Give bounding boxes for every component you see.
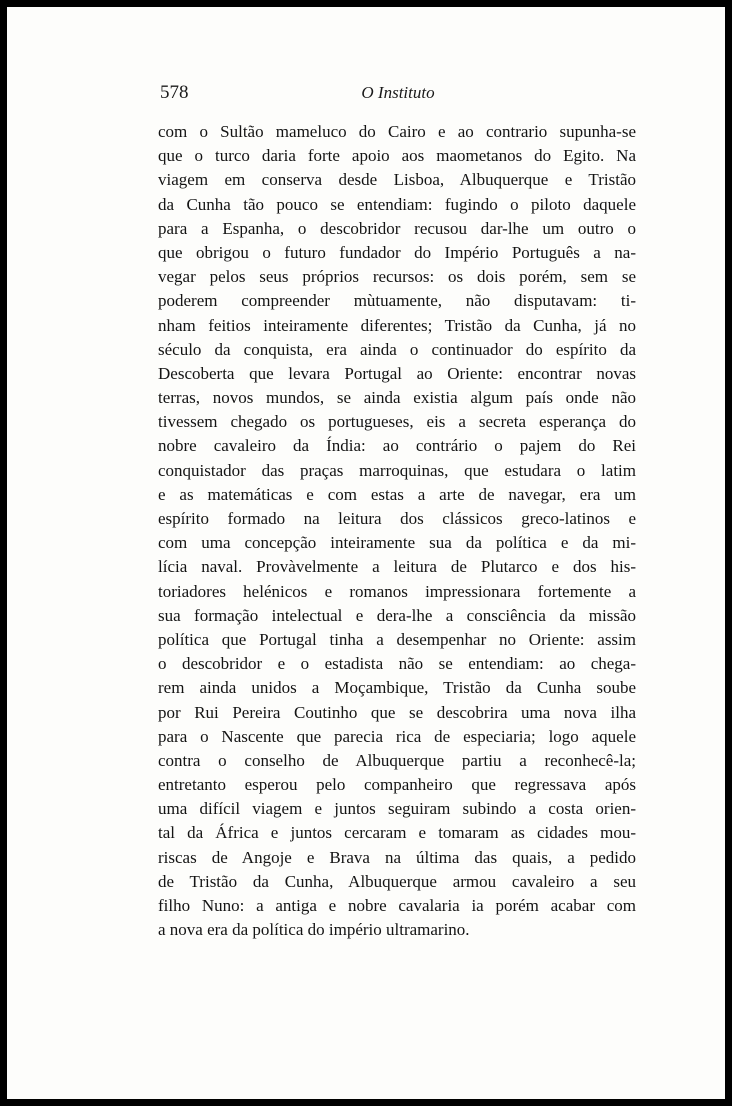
text-line: com o Sultão mameluco do Cairo e ao contrario supunha-se (158, 122, 636, 141)
page-number: 578 (160, 82, 189, 103)
text-line: tal da África e juntos cercaram e tomaram as cidades mou- (158, 823, 636, 843)
text-line: tivessem chegado os portugueses, eis a secreta esperança do (158, 412, 636, 432)
book-page (7, 7, 725, 1099)
text-line: nobre cavaleiro da Índia: ao contrário o pajem do Rei (158, 436, 636, 456)
text-line-last: a nova era da política do império ultramarino. (158, 920, 470, 940)
text-line: da Cunha tão pouco se entendiam: fugindo o piloto daquele (158, 194, 636, 214)
body-paragraph (158, 120, 636, 942)
text-line: conquistador das praças marroquinas, que estudara o latim (158, 460, 636, 480)
text-line: contra o conselho de Albuquerque partiu a reconhecê-la; (158, 750, 636, 770)
page-header (160, 81, 636, 107)
text-line: de Tristão da Cunha, Albuquerque armou cavaleiro a seu (158, 871, 636, 891)
text-line: o descobridor e o estadista não se entendiam: ao chega- (158, 654, 636, 674)
text-line: por Rui Pereira Coutinho que se descobrira uma nova ilha (158, 702, 636, 722)
text-line: e as matemáticas e com estas a arte de navegar, era um (158, 484, 636, 504)
text-line: para a Espanha, o descobridor recusou dar-lhe um outro o (158, 218, 636, 238)
text-line: com uma concepção inteiramente sua da política e da mi- (158, 533, 636, 553)
text-line: riscas de Angoje e Brava na última das quais, a pedido (158, 847, 636, 867)
text-line: viagem em conserva desde Lisboa, Albuquerque e Tristão (158, 170, 636, 190)
text-line: vegar pelos seus próprios recursos: os dois porém, sem se (158, 267, 636, 287)
text-line: espírito formado na leitura dos clássicos greco-latinos e (158, 509, 636, 528)
text-line: terras, novos mundos, se ainda existia algum país onde não (158, 388, 636, 408)
text-line: filho Nuno: a antiga e nobre cavalaria ia porém acabar com (158, 896, 636, 915)
text-line: toriadores helénicos e romanos impressionara fortemente a (158, 581, 636, 601)
text-line: lícia naval. Provàvelmente a leitura de Plutarco e dos his- (158, 557, 636, 577)
text-line: que o turco daria forte apoio aos maometanos do Egito. Na (158, 146, 636, 166)
text-line: Descoberta que levara Portugal ao Oriente: encontrar novas (158, 363, 636, 383)
text-line: entretanto esperou pelo companheiro que regressava após (158, 775, 636, 795)
text-line: nham feitios inteiramente diferentes; Tristão da Cunha, já no (158, 315, 636, 335)
text-line: século da conquista, era ainda o continuador do espírito da (158, 339, 636, 359)
text-line: uma difícil viagem e juntos seguiram subindo a costa orien- (158, 799, 636, 819)
text-line: poderem compreender mùtuamente, não disputavam: ti- (158, 291, 636, 311)
text-line: sua formação intelectual e dera-lhe a consciência da missão (158, 605, 636, 625)
text-line: rem ainda unidos a Moçambique, Tristão da Cunha soube (158, 678, 636, 698)
text-line: política que Portugal tinha a desempenhar no Oriente: assim (158, 629, 636, 649)
text-line: que obrigou o futuro fundador do Império Português a na- (158, 242, 636, 262)
text-line: para o Nascente que parecia rica de especiaria; logo aquele (158, 726, 636, 746)
running-title: O Instituto (361, 83, 435, 102)
